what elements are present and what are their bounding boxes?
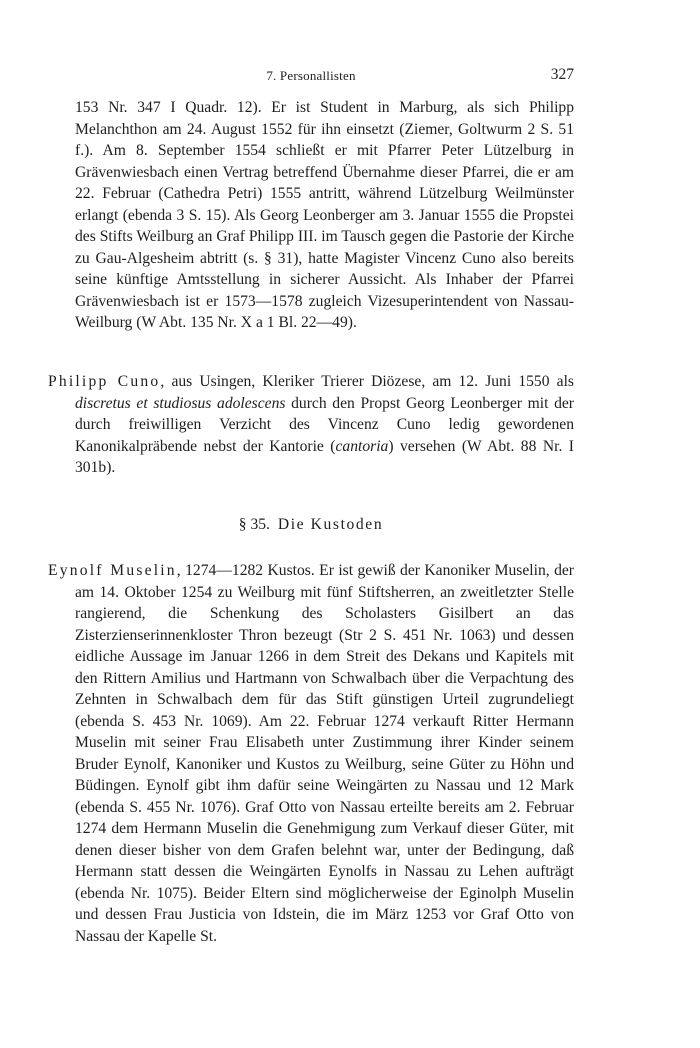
continuation-text: 153 Nr. 347 I Quadr. 12). Er ist Student in Marburg, als sich Philipp Melanchthon am 24. August 1552 für ihn einsetzt (Ziemer, Goltwurm 2 S. 51 f.). Am 8. September 1554 schließt er mit Pfarrer Peter Lützelburg in Grävenwiesbach einen Vertrag betreffend Übernahme dieser Pfarrei, die er am 22. Februar (Cathedra Petri) 1555 antritt, während Lützelburg Weilmünster erlangt (ebenda 3 S. 15). Als Georg Leonberger am 3. Januar 1555 die Propstei des Stifts Weilburg an Graf Philipp III. im Tausch gegen die Pastorie der Kirche zu Gau-Algesheim abtritt (s. § 31), hatte Magister Vincenz Cuno also bereits seine künftige Amtsstellung in sicherer Aussicht. Als Inhaber der Pfarrei Grävenwiesbach ist er 1573—1578 zugleich Vizesuperintendent von Nassau-Weilburg (W Abt. 135 Nr. X a 1 Bl. 22—49). [75, 99, 574, 331]
page-number: 327 [550, 66, 574, 83]
entry-eynolf-text: , 1274—1282 Kustos. Er ist gewiß der Kanoniker Muselin, der am 14. Oktober 1254 zu Weilburg mit fünf Stiftsherren, an zweitletzter Stelle rangierend, die Schenkung des Scholasters Gisilbert an das Zisterzienserinnenkloster Thron bezeugt (Str 2 S. 451 Nr. 1063) und dessen eidliche Aussage im Januar 1266 in dem Streit des Dekans und Kapitels mit den Rittern Amilius und Hartmann von Schwalbach über die Verpachtung des Zehnten in Schwalbach dem für das Stift günstigen Urteil zugrundeliegt (ebenda S. 453 Nr. 1069). Am 22. Februar 1274 verkauft Ritter Hermann Muselin mit seiner Frau Elisabeth unter Zustimmung ihrer Kinder seinem Bruder Eynolf, Kanoniker und Kustos zu Weilburg, seine Güter zu Höhn und Büdingen. Eynolf gibt ihm dafür seine Weingärten zu Nassau und 12 Mark (ebenda S. 455 Nr. 1076). Graf Otto von Nassau erteilte bereits am 2. Februar 1274 dem Hermann Muselin die Genehmigung zum Verkauf dieser Güter, mit denen dieser bisher von dem Grafen belehnt war, unter der Bedingung, daß Hermann statt dessen die Weingärten Eynolfs in Nassau zu Lehen aufträgt (ebenda Nr. 1075). Beider Eltern sind möglicherweise der Eginolph Muselin und dessen Frau Justicia von Idstein, die im März 1253 vor Graf Otto von Nassau der Kapelle St. [75, 562, 574, 945]
section-number: § 35. [238, 516, 270, 533]
entry-philipp-text-b: durch den Propst Georg Leonberger mit der durch freiwilligen Verzicht des Vincenz Cuno ledig gewordenen Kanonikalpräbende nebst der Kantorie ( [75, 394, 574, 455]
entry-eynolf-name: Eynolf Muselin [48, 562, 177, 579]
continuation-paragraph [48, 97, 574, 334]
entry-eynolf-body [48, 560, 574, 947]
entry-philipp-name: Philipp Cuno [48, 373, 161, 390]
entry-philipp-cuno [48, 371, 574, 479]
entry-philipp-italic-a: discretus et studiosus adolescens [75, 394, 286, 412]
entry-philipp-italic-b: cantoria [335, 437, 389, 455]
entry-eynolf-muselin [48, 560, 574, 947]
entry-philipp-text-c: ) versehen (W Abt. 88 Nr. I 301b). [75, 437, 574, 476]
entry-philipp-body [48, 371, 574, 479]
running-head [48, 66, 574, 86]
entry-philipp-text-a: , aus Usingen, Kleriker Trierer Diözese, am 12. Juni 1550 als [160, 373, 574, 390]
section-title: Die Kustoden [277, 516, 384, 533]
running-title: 7. Personallisten [266, 68, 356, 83]
section-heading [48, 516, 574, 534]
